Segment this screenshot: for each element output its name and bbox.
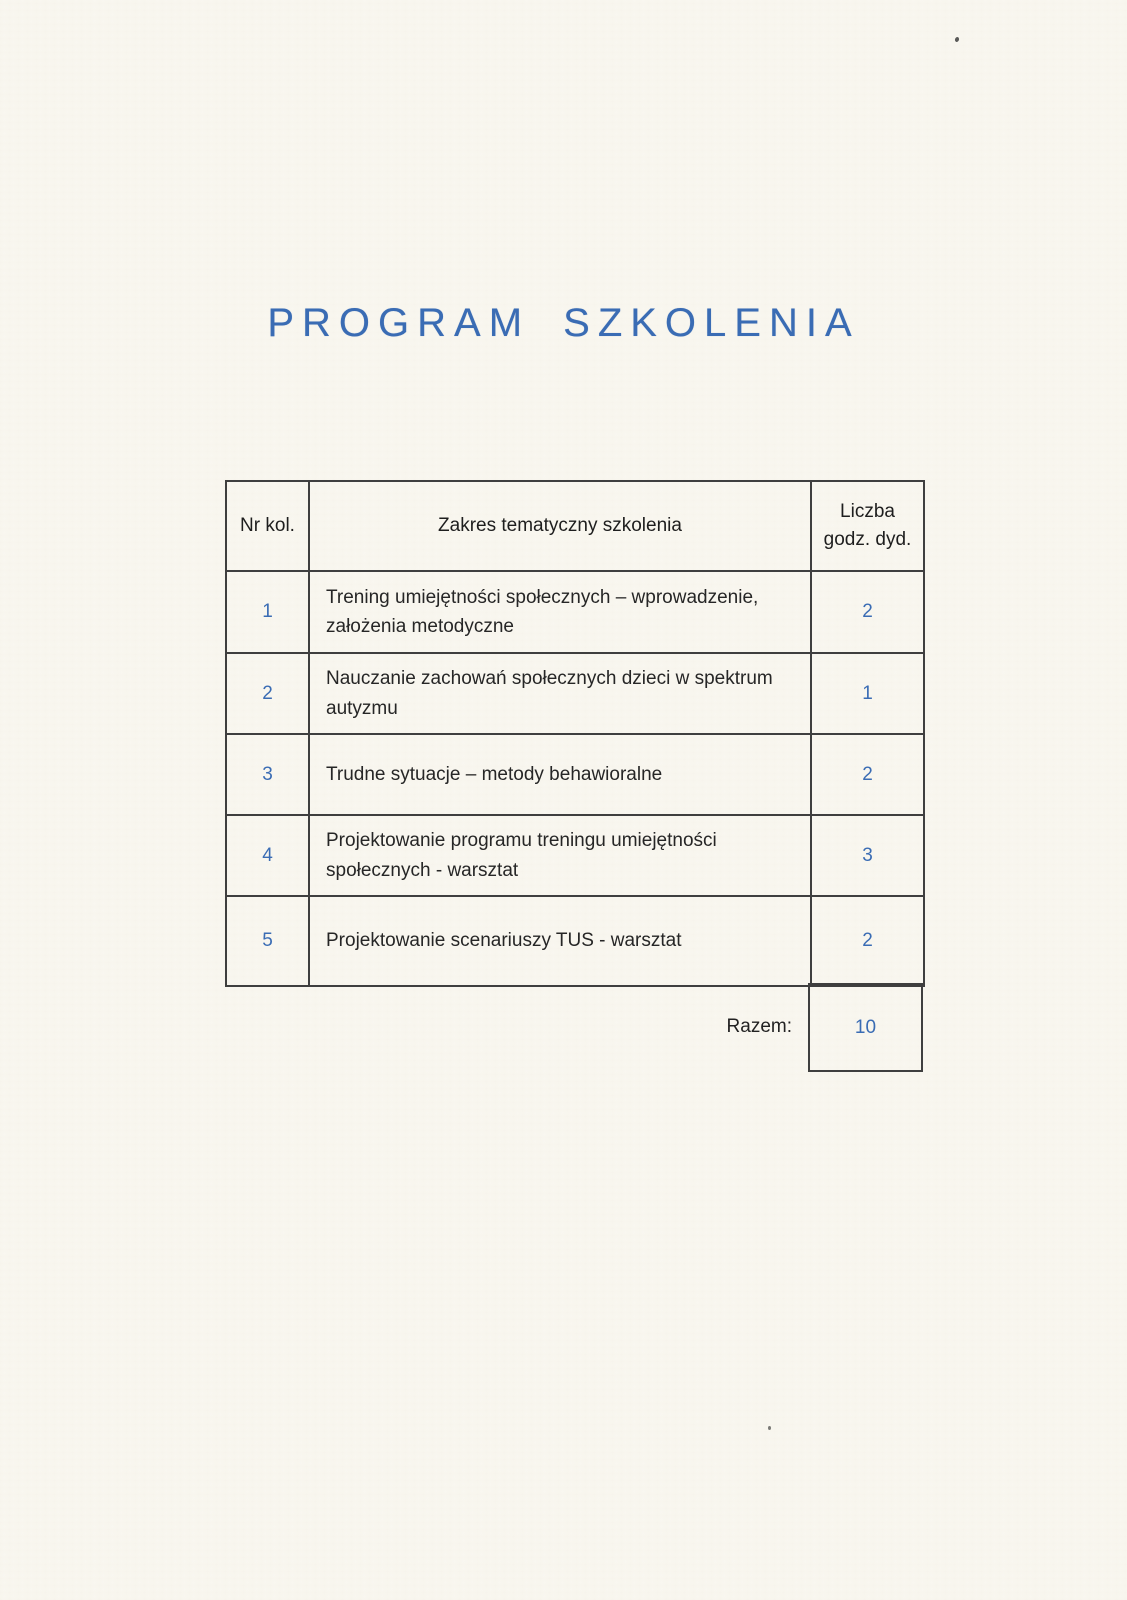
row-number: 4 bbox=[226, 815, 309, 896]
table-header-row bbox=[226, 481, 924, 571]
total-value: 10 bbox=[854, 1016, 877, 1038]
row-topic: Trudne sytuacje – metody behawioralne bbox=[309, 734, 811, 815]
table-row bbox=[226, 734, 924, 815]
row-number: 1 bbox=[226, 571, 309, 653]
header-liczba-godz: Liczba godz. dyd. bbox=[811, 481, 924, 571]
table-row bbox=[226, 653, 924, 734]
row-hours: 1 bbox=[811, 653, 924, 734]
row-number: 5 bbox=[226, 896, 309, 986]
table-row bbox=[226, 815, 924, 896]
row-number: 2 bbox=[226, 653, 309, 734]
row-topic: Projektowanie programu treningu umiejętności społecznych - warsztat bbox=[309, 815, 811, 896]
total-label: Razem: bbox=[726, 1016, 792, 1037]
row-number: 3 bbox=[226, 734, 309, 815]
table-row bbox=[226, 571, 924, 653]
row-topic: Nauczanie zachowań społecznych dzieci w spektrum autyzmu bbox=[309, 653, 811, 734]
row-hours: 2 bbox=[811, 734, 924, 815]
header-zakres: Zakres tematyczny szkolenia bbox=[309, 481, 811, 571]
header-nr-kol: Nr kol. bbox=[226, 481, 309, 571]
row-topic: Trening umiejętności społecznych – wprowadzenie, założenia metodyczne bbox=[309, 571, 811, 653]
row-hours: 2 bbox=[811, 571, 924, 653]
page-title: PROGRAM SZKOLENIA bbox=[267, 301, 860, 345]
row-hours: 3 bbox=[811, 815, 924, 896]
program-table bbox=[225, 480, 925, 987]
scan-speck bbox=[954, 36, 959, 42]
scan-speck bbox=[768, 1426, 771, 1430]
table-row bbox=[226, 896, 924, 986]
row-topic: Projektowanie scenariuszy TUS - warsztat bbox=[309, 896, 811, 986]
row-hours: 2 bbox=[811, 896, 924, 986]
total-value-box bbox=[808, 983, 923, 1072]
